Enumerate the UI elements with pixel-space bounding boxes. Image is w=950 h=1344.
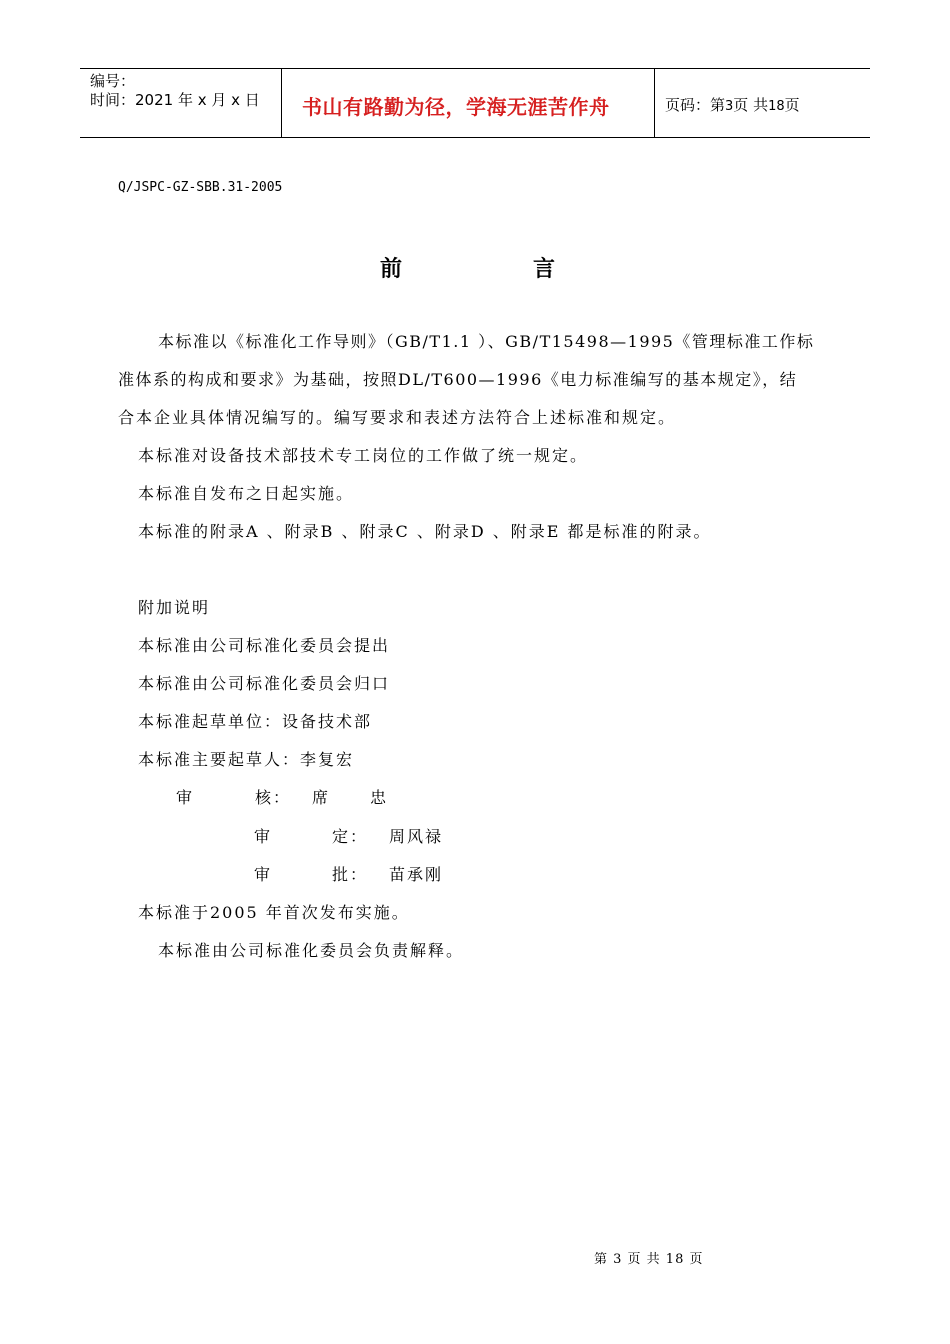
paragraph-3: 本标准自发布之日起实施。	[138, 484, 355, 503]
page-title-part1: 前	[380, 257, 403, 282]
page-indicator	[665, 94, 800, 115]
appendix-line-1: 本标准由公司标准化委员会提出	[138, 636, 391, 655]
page-middle: 页 共	[733, 96, 769, 114]
paragraph-4: 本标准的附录A 、附录B 、附录C 、附录D 、附录E 都是标准的附录。	[138, 522, 712, 541]
paragraph-2: 本标准对设备技术部技术专工岗位的工作做了统一规定。	[138, 446, 589, 465]
page-total: 18	[768, 99, 785, 114]
approve-name: 苗承刚	[389, 865, 444, 884]
approve-label-2: 批：	[332, 865, 369, 884]
document-code: Q/JSPC-GZ-SBB.31-2005	[118, 180, 283, 195]
appendix-heading: 附加说明	[138, 598, 211, 617]
paragraph-5: 本标准于2005 年首次发布实施。	[138, 903, 410, 922]
page-footer: 第 3 页 共 18 页	[594, 1252, 704, 1267]
fix-name: 周风禄	[389, 827, 444, 846]
paragraph-1-line-3: 合本企业具体情况编写的。编写要求和表述方法符合上述标准和规定。	[118, 408, 677, 427]
header-page-cell	[655, 69, 870, 137]
review-name-1: 席	[312, 788, 331, 807]
header-left-cell	[80, 69, 282, 137]
page-title-part2: 言	[533, 257, 556, 282]
paragraph-6: 本标准由公司标准化委员会负责解释。	[158, 941, 465, 960]
approve-label-1: 审	[254, 865, 273, 884]
motto: 书山有路勤为径，学海无涯苦作舟	[302, 95, 610, 119]
time-label: 时间：2021 年 x 月 x 日	[90, 91, 260, 109]
page-current: 3	[725, 99, 734, 114]
appendix-line-4: 本标准主要起草人：李复宏	[138, 750, 355, 769]
header-table	[80, 68, 870, 138]
review-label-2: 核：	[255, 788, 292, 807]
fix-label-2: 定：	[332, 827, 369, 846]
fix-label-1: 审	[254, 827, 273, 846]
page-suffix: 页	[784, 96, 800, 114]
appendix-line-3: 本标准起草单位：设备技术部	[138, 712, 373, 731]
number-label: 编号：	[90, 72, 136, 90]
review-name-2: 忠	[370, 788, 389, 807]
page-prefix: 页码：第	[665, 96, 726, 114]
paragraph-1-line-1: 本标准以《标准化工作导则》（GB/T1.1 ）、GB/T15498—1995《管理标准工作标	[158, 332, 815, 351]
review-label-1: 审	[176, 788, 195, 807]
header-motto-cell	[282, 69, 655, 137]
appendix-line-2: 本标准由公司标准化委员会归口	[138, 674, 391, 693]
paragraph-1-line-2: 准体系的构成和要求》为基础，按照DL/T600—1996《电力标准编写的基本规定》，结	[118, 370, 798, 389]
